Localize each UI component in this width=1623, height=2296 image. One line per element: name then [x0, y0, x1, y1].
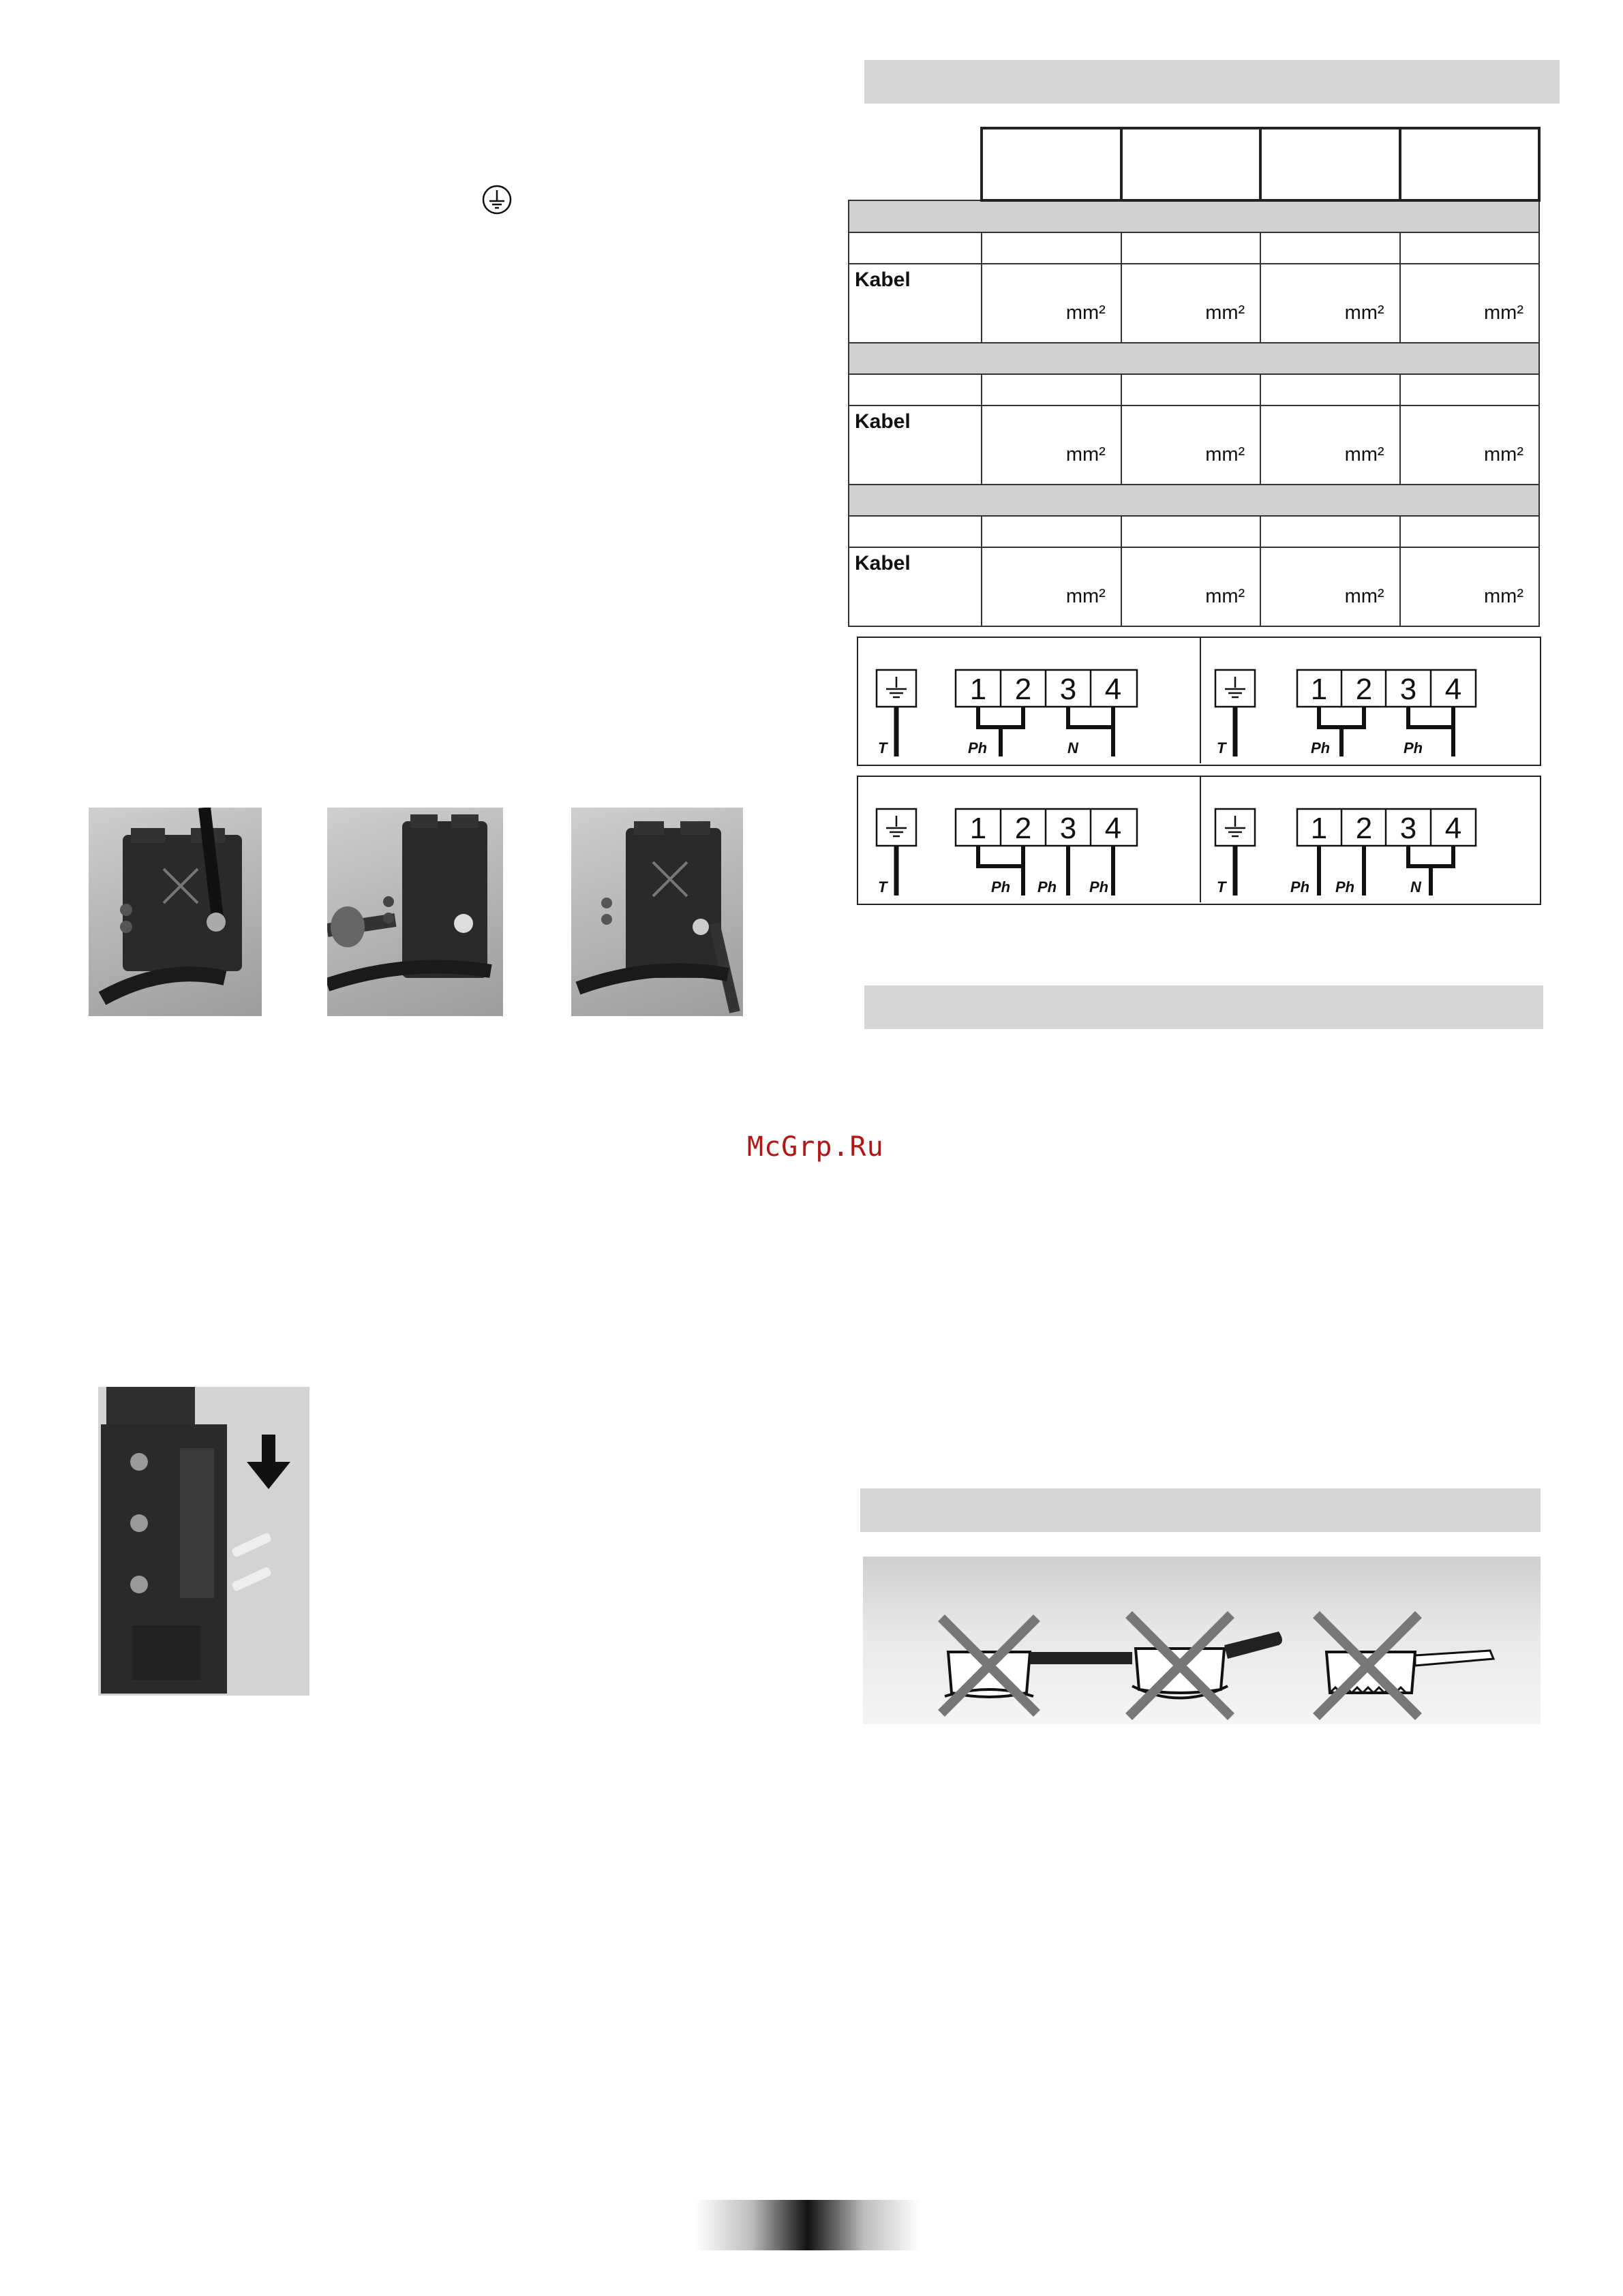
terminal-number: 4 — [1444, 812, 1462, 845]
pan-concave-icon — [941, 1618, 1132, 1713]
table-section-bar — [849, 343, 1539, 374]
unit-cell: mm² — [1121, 264, 1260, 343]
terminal-number: 4 — [1104, 812, 1122, 845]
wire-label: T — [878, 878, 888, 896]
table-section-bar — [849, 485, 1539, 516]
unit-cell: mm² — [982, 405, 1121, 485]
terminal-photo-3 — [571, 808, 743, 1016]
wiring-divider — [1200, 637, 1201, 763]
table-section-bar — [849, 200, 1539, 232]
terminal-number: 4 — [1104, 673, 1122, 706]
kabel-label: Kabel — [849, 264, 982, 343]
terminal-photo-2 — [327, 808, 503, 1016]
wiring-divider — [1200, 776, 1201, 902]
unit-cell: mm² — [1121, 405, 1260, 485]
wire-label: T — [878, 739, 888, 756]
wiring-diagram-1 — [858, 637, 1198, 763]
watermark-text: McGrp.Ru — [747, 1131, 884, 1163]
terminal-number: 1 — [969, 812, 987, 845]
pan-convex-icon — [1129, 1614, 1282, 1717]
wire-label: Ph — [1311, 739, 1331, 756]
terminal-number: 3 — [1059, 673, 1077, 706]
unit-cell: mm² — [1400, 264, 1539, 343]
section-header-bar-2 — [864, 985, 1543, 1029]
terminal-number: 1 — [1310, 673, 1328, 706]
kabel-label: Kabel — [849, 405, 982, 485]
kabel-label: Kabel — [849, 547, 982, 626]
unit-cell: mm² — [982, 264, 1121, 343]
table-head-cell — [1260, 128, 1399, 200]
wire-label: Ph — [1335, 878, 1355, 896]
unit-cell: mm² — [1260, 547, 1399, 626]
terminal-number: 3 — [1399, 673, 1417, 706]
wire-label: T — [1217, 878, 1226, 896]
unit-cell: mm² — [1400, 547, 1539, 626]
wiring-diagram-2 — [1202, 637, 1537, 763]
terminal-number: 2 — [1014, 812, 1032, 845]
table-head-cell — [982, 128, 1121, 200]
terminal-number: 2 — [1355, 812, 1373, 845]
page-number-bar — [695, 2200, 920, 2250]
table-head-cell — [1121, 128, 1260, 200]
pan-rough-icon — [1316, 1614, 1493, 1717]
wire-label: N — [1067, 739, 1078, 756]
wiring-diagram-4 — [1202, 776, 1537, 902]
wire-label: N — [1410, 878, 1421, 896]
cable-table — [848, 127, 1541, 627]
wire-label: Ph — [1290, 878, 1310, 896]
wire-label: T — [1217, 739, 1226, 756]
wire-label: Ph — [968, 739, 988, 756]
section-header-bar-1 — [864, 60, 1560, 104]
wire-label: Ph — [1089, 878, 1109, 896]
terminal-number: 3 — [1059, 812, 1077, 845]
open-terminal-photo — [98, 1387, 309, 1696]
unit-cell: mm² — [1260, 264, 1399, 343]
earth-symbol-icon — [481, 184, 513, 215]
wire-label: Ph — [1404, 739, 1423, 756]
unit-cell: mm² — [1260, 405, 1399, 485]
terminal-number: 2 — [1014, 673, 1032, 706]
terminal-photo-1 — [89, 808, 262, 1016]
wire-label: Ph — [1037, 878, 1057, 896]
wiring-diagram-3 — [858, 776, 1198, 902]
unit-cell: mm² — [1400, 405, 1539, 485]
terminal-number: 1 — [969, 673, 987, 706]
section-header-bar-3 — [860, 1488, 1541, 1532]
terminal-number: 4 — [1444, 673, 1462, 706]
terminal-number: 2 — [1355, 673, 1373, 706]
wire-label: Ph — [991, 878, 1011, 896]
unit-cell: mm² — [1121, 547, 1260, 626]
terminal-number: 1 — [1310, 812, 1328, 845]
table-head-cell — [1400, 128, 1539, 200]
terminal-number: 3 — [1399, 812, 1417, 845]
unit-cell: mm² — [982, 547, 1121, 626]
unsuitable-pans-panel — [863, 1557, 1541, 1724]
